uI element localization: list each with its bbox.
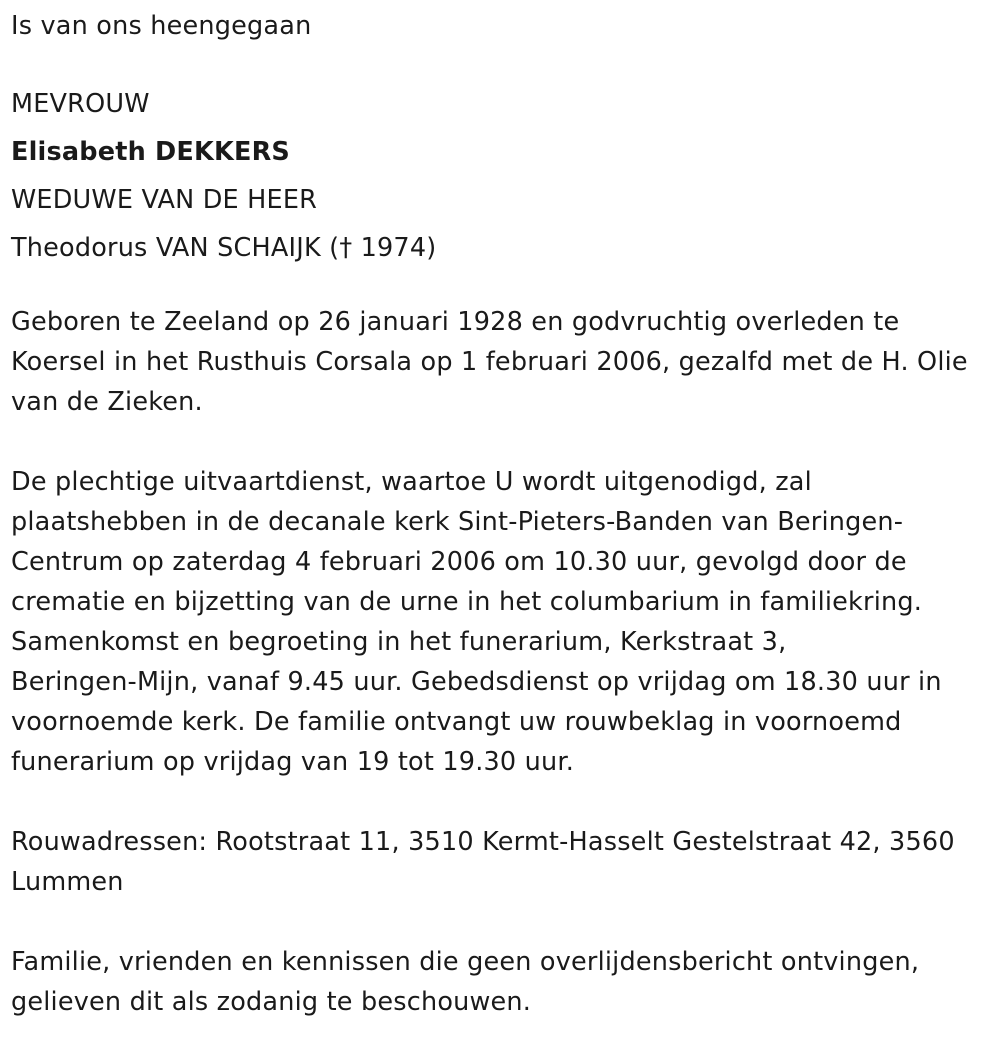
intro-section <box>11 0 1000 46</box>
widow-of-label: WEDUWE VAN DE HEER <box>11 185 318 215</box>
paragraph-line: Samenkomst en begroeting in het funerarium, Kerkstraat 3, <box>11 627 787 657</box>
birth-death-paragraph <box>11 302 1000 422</box>
deceased-name: Elisabeth DEKKERS <box>11 137 290 167</box>
paragraph-line: Koersel in het Rusthuis Corsala op 1 februari 2006, gezalfd met de H. Olie <box>11 347 968 377</box>
paragraph-line: Beringen-Mijn, vanaf 9.45 uur. Gebedsdienst op vrijdag om 18.30 uur in <box>11 667 942 697</box>
title-prefix: MEVROUW <box>11 89 150 119</box>
paragraph-line: Lummen <box>11 867 124 897</box>
deceased-title-section <box>11 80 1000 272</box>
paragraph-line: gelieven dit als zodanig te beschouwen. <box>11 987 532 1017</box>
spouse-name: Theodorus VAN SCHAIJK († 1974) <box>11 233 437 263</box>
paragraph-line: voornoemde kerk. De familie ontvangt uw rouwbeklag in voornoemd <box>11 707 902 737</box>
paragraph-line: van de Zieken. <box>11 387 203 417</box>
paragraph-line: Familie, vrienden en kennissen die geen overlijdensbericht ontvingen, <box>11 947 920 977</box>
intro-text: Is van ons heengegaan <box>11 11 312 41</box>
closing-notice-paragraph <box>11 942 1000 1022</box>
paragraph-line: Geboren te Zeeland op 26 januari 1928 en godvruchtig overleden te <box>11 307 900 337</box>
mourning-addresses-paragraph <box>11 822 1000 902</box>
paragraph-line: Rouwadressen: Rootstraat 11, 3510 Kermt-Hasselt Gestelstraat 42, 3560 <box>11 827 955 857</box>
paragraph-line: crematie en bijzetting van de urne in het columbarium in familiekring. <box>11 587 923 617</box>
paragraph-line: De plechtige uitvaartdienst, waartoe U wordt uitgenodigd, zal <box>11 467 812 497</box>
paragraph-line: funerarium op vrijdag van 19 tot 19.30 uur. <box>11 747 575 777</box>
paragraph-line: Centrum op zaterdag 4 februari 2006 om 10.30 uur, gevolgd door de <box>11 547 907 577</box>
funeral-service-paragraph <box>11 462 1000 782</box>
paragraph-line: plaatshebben in de decanale kerk Sint-Pieters-Banden van Beringen- <box>11 507 904 537</box>
